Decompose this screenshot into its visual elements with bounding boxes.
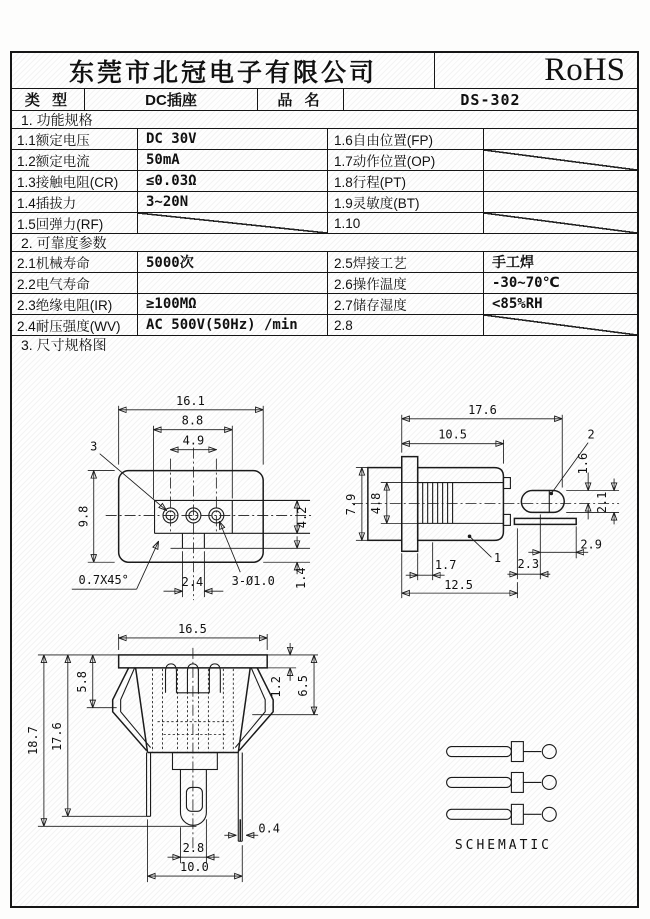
spec-value xyxy=(484,171,637,191)
dim-label: 2.4 xyxy=(181,575,204,590)
dim-label: 16.1 xyxy=(176,393,205,408)
rohs-badge: RoHS xyxy=(544,53,625,88)
sheet-frame xyxy=(10,51,639,908)
drawing-side-view xyxy=(344,403,619,598)
spec-label: 2.8 xyxy=(328,315,484,335)
spec-value: 50mA xyxy=(138,150,328,170)
dim-label: 10.5 xyxy=(438,427,467,442)
title-row xyxy=(12,53,637,89)
spec-label: 1.8行程(PT) xyxy=(328,171,484,191)
spec-value: ≥100MΩ xyxy=(138,294,328,314)
dim-label: 9.8 xyxy=(76,505,91,528)
dim-label: 4.9 xyxy=(182,433,205,448)
section3-title: 3. 尺寸规格图 xyxy=(21,337,107,353)
spec-label: 2.4耐压强度(WV) xyxy=(12,315,138,335)
dim-label: 1.4 xyxy=(294,567,309,589)
spec-row xyxy=(12,171,637,192)
dim-label: 2.3 xyxy=(517,557,540,572)
spec-row xyxy=(12,192,637,213)
type-value: DC插座 xyxy=(85,89,258,110)
type-name-row xyxy=(12,89,637,111)
spec-value xyxy=(484,129,637,149)
spec-value: -30~70℃ xyxy=(492,275,560,291)
dim-label: 1.7 xyxy=(434,558,457,573)
drawing-top-view xyxy=(72,394,312,600)
section1-title: 1. 功能规格 xyxy=(21,111,93,128)
spec-row xyxy=(12,252,637,273)
drawing-front-view xyxy=(26,622,318,882)
name-value: DS-302 xyxy=(460,90,521,109)
spec-label: 1.6自由位置(FP) xyxy=(328,129,484,149)
name-label: 品 名 xyxy=(258,89,344,110)
dim-label: 5.8 xyxy=(74,671,89,693)
spec-value: <85%RH xyxy=(492,296,543,312)
spec-label: 1.10 xyxy=(328,213,484,233)
spec-value: 手工焊 xyxy=(492,255,534,271)
spec-value-na xyxy=(484,315,637,335)
drawing-schematic xyxy=(447,742,557,854)
dim-label: 17.6 xyxy=(49,722,64,751)
spec-label: 2.7储存湿度 xyxy=(328,294,484,314)
dimension-drawings xyxy=(12,355,637,906)
spec-label: 1.9灵敏度(BT) xyxy=(328,192,484,212)
spec-row xyxy=(12,294,637,315)
chamfer-callout: 0.7X45° xyxy=(78,573,129,588)
spec-row xyxy=(12,213,637,234)
spec-value-na xyxy=(484,150,637,170)
spec-value xyxy=(138,273,328,293)
dim-label: 1.2 xyxy=(269,676,284,698)
spec-label: 1.7动作位置(OP) xyxy=(328,150,484,170)
dim-label: 4.8 xyxy=(368,492,383,515)
spec-row xyxy=(12,129,637,150)
section2-title: 2. 可靠度参数 xyxy=(21,234,107,251)
spec-label: 2.1机械寿命 xyxy=(12,252,138,272)
type-label: 类 型 xyxy=(12,89,85,110)
spec-row xyxy=(12,315,637,336)
spec-value: 5000次 xyxy=(138,252,328,272)
part-callout: 1 xyxy=(493,551,502,566)
company-name: 东莞市北冠电子有限公司 xyxy=(12,53,435,88)
dim-label: 6.5 xyxy=(296,675,311,697)
dim-label: 7.9 xyxy=(343,493,358,516)
spec-value-na xyxy=(138,213,328,233)
dim-label: 0.4 xyxy=(258,821,280,836)
dim-label: 10.0 xyxy=(180,860,209,875)
spec-value-na xyxy=(484,213,637,233)
spec-value: ≤0.03Ω xyxy=(138,171,328,191)
dim-label: 2.1 xyxy=(595,491,610,514)
spec-label: 1.3接触电阻(CR) xyxy=(12,171,138,191)
spec-label: 2.5焊接工艺 xyxy=(328,252,484,272)
dim-label: 1.6 xyxy=(576,452,591,475)
dim-label: 17.6 xyxy=(468,402,497,417)
spec-value: 3~20N xyxy=(138,192,328,212)
dim-label: 2.8 xyxy=(182,841,205,856)
spec-row xyxy=(12,150,637,171)
spec-label: 1.1额定电压 xyxy=(12,129,138,149)
spec-value xyxy=(484,192,637,212)
spec-label: 2.6操作温度 xyxy=(328,273,484,293)
cad-canvas xyxy=(12,355,637,906)
spec-label: 2.3绝缘电阻(IR) xyxy=(12,294,138,314)
part-callout: 3 xyxy=(90,439,98,454)
dim-label: 2.9 xyxy=(580,537,602,552)
spec-label: 1.5回弹力(RF) xyxy=(12,213,138,233)
schematic-caption: SCHEMATIC xyxy=(454,838,552,854)
dim-label: 18.7 xyxy=(25,726,40,755)
spec-value: AC 500V(50Hz) /min xyxy=(138,315,328,335)
dim-label: 4.2 xyxy=(295,506,310,529)
spec-value: DC 30V xyxy=(138,129,328,149)
spec-label: 1.2额定电流 xyxy=(12,150,138,170)
spec-label: 2.2电气寿命 xyxy=(12,273,138,293)
dim-label: 16.5 xyxy=(178,621,207,636)
part-callout: 2 xyxy=(587,427,595,442)
spec-label: 1.4插拔力 xyxy=(12,192,138,212)
dim-label: 8.8 xyxy=(181,413,204,428)
dim-label: 12.5 xyxy=(444,578,473,593)
spec-row xyxy=(12,273,637,294)
hole-callout: 3-Ø1.0 xyxy=(231,574,275,589)
